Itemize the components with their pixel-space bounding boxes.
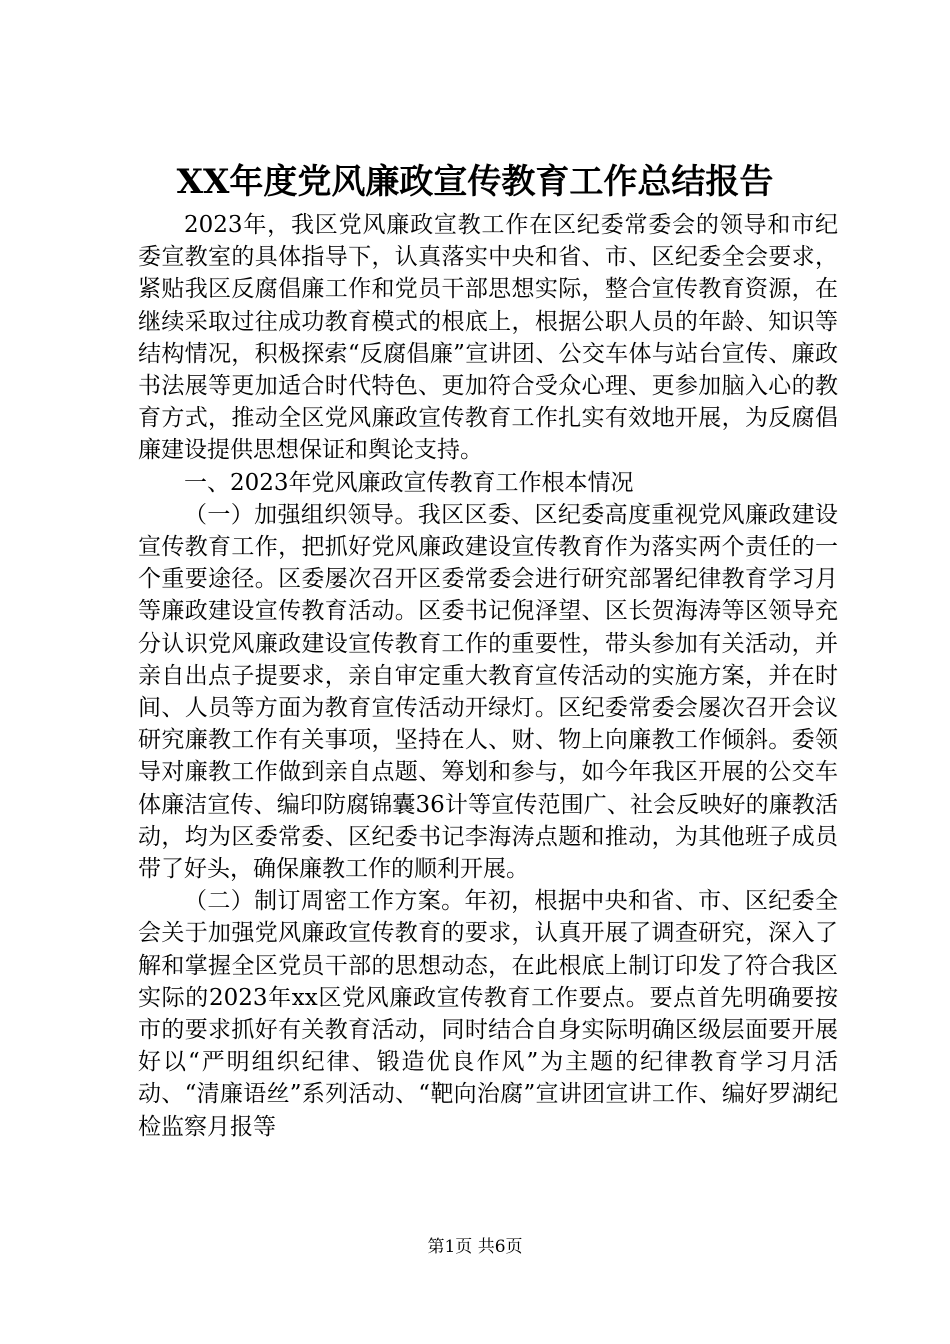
document-body [138, 209, 838, 1143]
section-heading-1: 一、2023年党风廉政宣传教育工作根本情况 [184, 469, 634, 496]
page-footer: 第1页 共6页 [427, 1237, 523, 1257]
paragraph-work-plan: （二）制订周密工作方案。年初，根据中央和省、市、区纪委全会关于加强党风廉政宣传教育的要求，认真开展了调查研究，深入了解和掌握全区党员干部的思想动态，在此根底上制订印发了符合我区实际的2023年xx区党风廉政宣传教育工作要点。要点首先明确要按市的要求抓好有关教育活动，同时结合自身实际明确区级层面要开展好以“严明组织纪律、锻造优良作风”为主题的纪律教育学习月活动、“清廉语丝”系列活动、“靶向治腐”宣讲团宣讲工作、编好罗湖纪检监察月报等 [138, 888, 838, 1140]
document-title: XX年度党风廉政宣传教育工作总结报告 [176, 162, 774, 202]
paragraph-intro: 2023年，我区党风廉政宣教工作在区纪委常委会的领导和市纪委宣教室的具体指导下，认真落实中央和省、市、区纪委全会要求，紧贴我区反腐倡廉工作和党员干部思想实际，整合宣传教育资源，在继续采取过往成功教育模式的根底上，根据公职人员的年龄、知识等结构情况，积极探索“反腐倡廉”宣讲团、公交车体与站台宣传、廉政书法展等更加适合时代特色、更加符合受众心理、更参加脑入心的教育方式，推动全区党风廉政宣传教育工作扎实有效地开展，为反腐倡廉建设提供思想保证和舆论支持。 [138, 212, 838, 464]
paragraph-organization-leadership: （一）加强组织领导。我区区委、区纪委高度重视党风廉政建设宣传教育工作，把抓好党风廉政建设宣传教育作为落实两个责任的一个重要途径。区委屡次召开区委常委会进行研究部署纪律教育学习月等廉政建设宣传教育活动。区委书记倪泽望、区长贺海涛等区领导充分认识党风廉政建设宣传教育工作的重要性，带头参加有关活动，并亲自出点子提要求，亲自审定重大教育宣传活动的实施方案，并在时间、人员等方面为教育宣传活动开绿灯。区纪委常委会屡次召开会议研究廉教工作有关事项，坚持在人、财、物上向廉教工作倾斜。委领导对廉教工作做到亲自点题、筹划和参与，如今年我区开展的公交车体廉洁宣传、编印防腐锦囊36计等宣传范围广、社会反映好的廉教活动，均为区委常委、区纪委书记李海涛点题和推动，为其他班子成员带了好头，确保廉教工作的顺利开展。 [138, 501, 838, 883]
